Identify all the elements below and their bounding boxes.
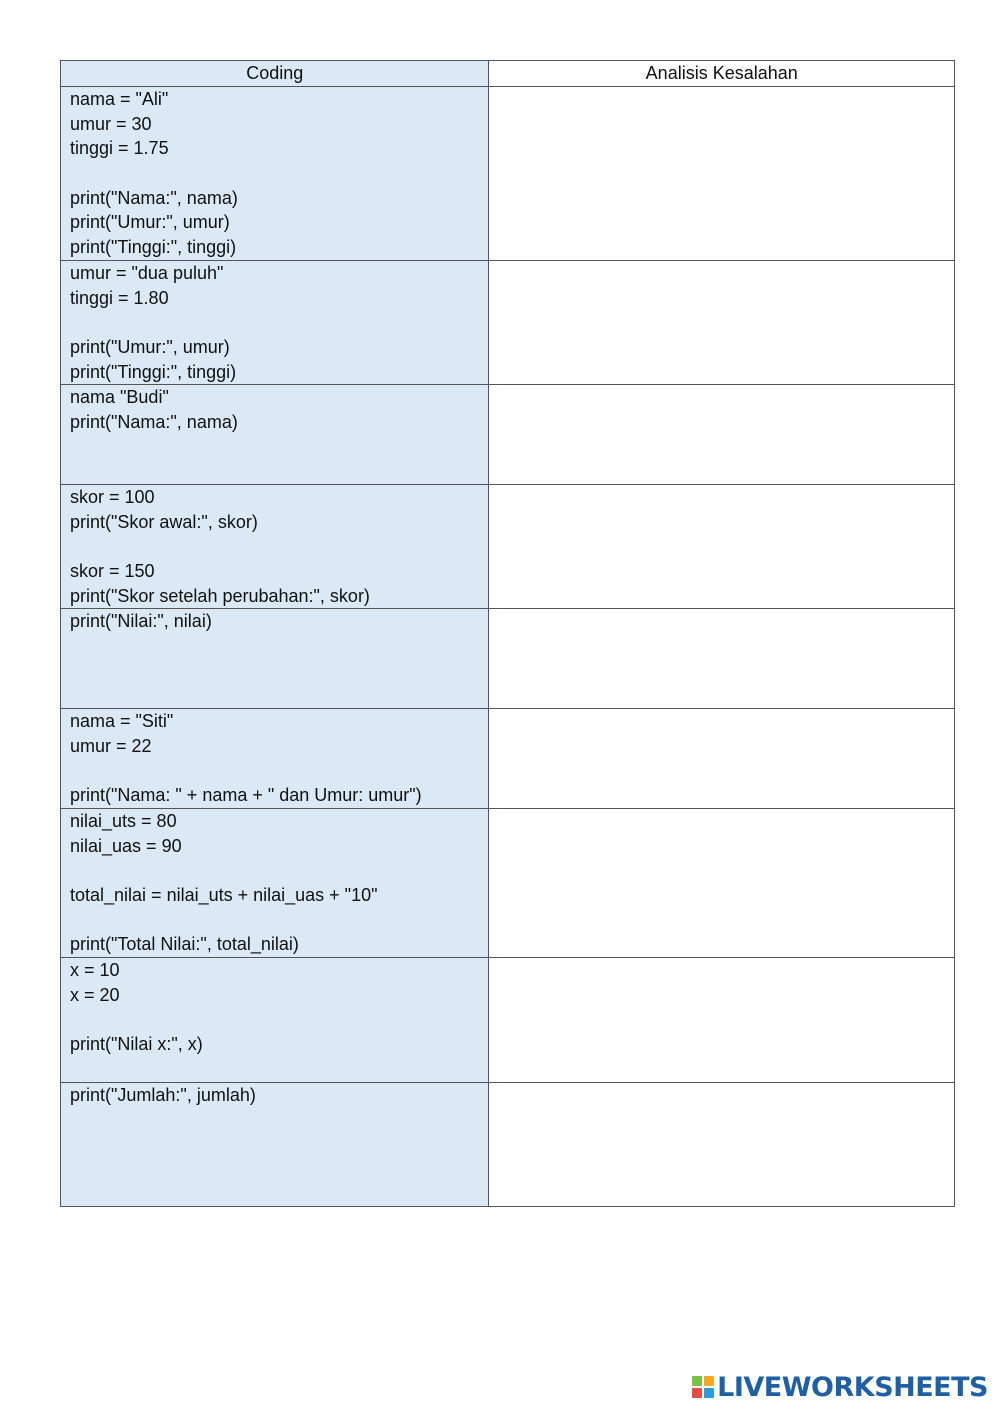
code-line xyxy=(70,534,480,559)
table-body xyxy=(61,87,955,1207)
code-line xyxy=(70,908,480,933)
table-row xyxy=(61,385,955,485)
code-cell xyxy=(61,709,489,809)
table-row xyxy=(61,260,955,384)
code-line xyxy=(70,161,480,186)
code-cell xyxy=(61,609,489,709)
code-line: x = 20 xyxy=(70,984,120,1005)
code-line xyxy=(70,1107,480,1132)
code-line: umur = "dua puluh" xyxy=(70,262,224,283)
code-line xyxy=(70,1157,480,1182)
code-line: umur = 30 xyxy=(70,113,152,134)
analysis-answer-cell[interactable] xyxy=(489,87,955,261)
analysis-answer-cell[interactable] xyxy=(489,609,955,709)
code-line: skor = 100 xyxy=(70,487,155,507)
analysis-answer-cell[interactable] xyxy=(489,260,955,384)
analysis-answer-cell[interactable] xyxy=(489,385,955,485)
code-line xyxy=(70,659,480,684)
code-line: nama "Budi" xyxy=(70,387,169,408)
code-line: nama = "Ali" xyxy=(70,89,169,109)
table-row xyxy=(61,485,955,609)
code-line: print("Nama:", nama) xyxy=(70,411,238,432)
code-line: print("Nama: " + nama + " dan Umur: umur") xyxy=(70,785,422,806)
code-line: print("Nilai:", nilai) xyxy=(70,611,212,632)
worksheet-table xyxy=(60,60,955,1207)
code-cell xyxy=(61,485,489,609)
code-line: print("Umur:", umur) xyxy=(70,212,230,233)
code-line xyxy=(70,759,480,784)
liveworksheets-logo-text: LIVEWORKSHEETS xyxy=(717,1371,988,1403)
liveworksheets-logo xyxy=(692,1369,988,1405)
code-line: total_nilai = nilai_uts + nilai_uas + "10" xyxy=(70,885,378,905)
code-line: print("Tinggi:", tinggi) xyxy=(70,361,237,382)
code-line: print("Tinggi:", tinggi) xyxy=(70,237,237,258)
code-line: skor = 150 xyxy=(70,561,155,582)
code-line xyxy=(70,435,480,460)
code-line xyxy=(70,1057,480,1082)
code-cell xyxy=(61,808,489,957)
table-row xyxy=(61,958,955,1082)
coding-header: Coding xyxy=(61,61,489,87)
analysis-answer-cell[interactable] xyxy=(489,808,955,957)
table-row xyxy=(61,709,955,809)
code-line: tinggi = 1.80 xyxy=(70,287,169,308)
table-row xyxy=(61,808,955,957)
table-row xyxy=(61,87,955,261)
code-cell xyxy=(61,260,489,384)
analysis-answer-cell[interactable] xyxy=(489,958,955,1082)
code-line: nilai_uts = 80 xyxy=(70,810,177,831)
table-row xyxy=(61,609,955,709)
code-line: print("Jumlah:", jumlah) xyxy=(70,1084,256,1105)
code-line: print("Skor setelah perubahan:", skor) xyxy=(70,585,370,606)
table-row xyxy=(61,1082,955,1206)
code-line: print("Umur:", umur) xyxy=(70,336,230,357)
code-line xyxy=(70,634,480,659)
code-line: tinggi = 1.75 xyxy=(70,138,169,159)
code-line xyxy=(70,310,480,335)
code-line xyxy=(70,684,480,709)
code-line: nilai_uas = 90 xyxy=(70,835,182,856)
code-line: x = 10 xyxy=(70,960,120,981)
code-line: print("Nama:", nama) xyxy=(70,187,238,208)
code-line xyxy=(70,1181,480,1206)
header-row xyxy=(61,61,955,87)
code-cell xyxy=(61,1082,489,1206)
code-cell xyxy=(61,87,489,261)
analysis-answer-cell[interactable] xyxy=(489,485,955,609)
code-line: print("Nilai x:", x) xyxy=(70,1034,203,1055)
code-line: nama = "Siti" xyxy=(70,711,174,732)
code-line xyxy=(70,1007,480,1032)
code-cell xyxy=(61,385,489,485)
analysis-answer-cell[interactable] xyxy=(489,1082,955,1206)
code-line: umur = 22 xyxy=(70,735,152,756)
code-line xyxy=(70,1132,480,1157)
analysis-answer-cell[interactable] xyxy=(489,709,955,809)
code-line: print("Total Nilai:", total_nilai) xyxy=(70,934,299,955)
code-line xyxy=(70,459,480,484)
code-cell xyxy=(61,958,489,1082)
analysis-header: Analisis Kesalahan xyxy=(489,61,955,87)
liveworksheets-logo-icon xyxy=(692,1376,714,1398)
code-line: print("Skor awal:", skor) xyxy=(70,511,258,532)
code-line xyxy=(70,858,480,883)
